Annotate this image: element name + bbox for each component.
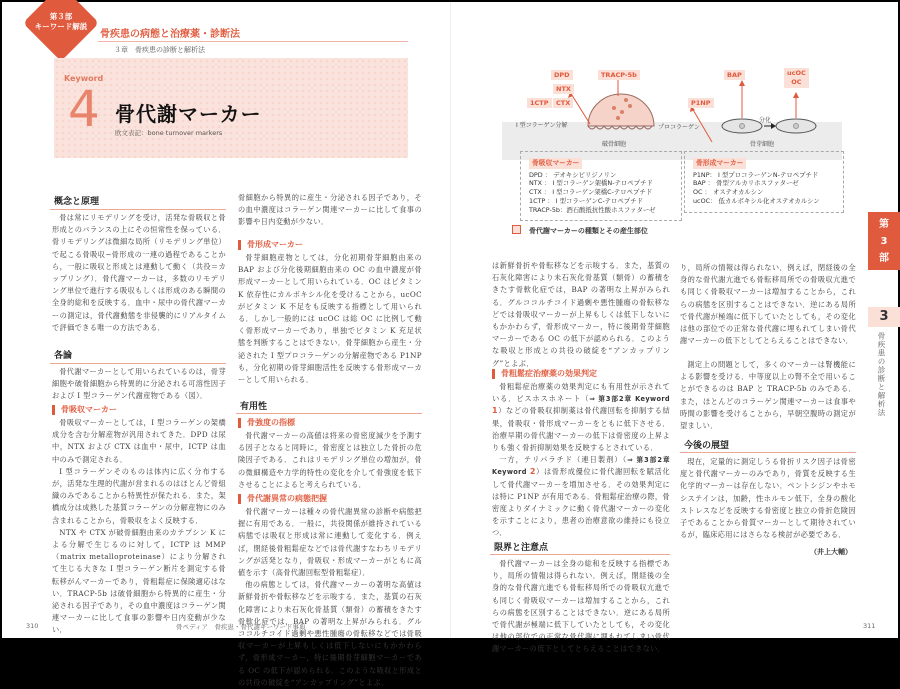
paragraph: 骨は常にリモデリングを受け，活発な骨吸収と骨形成とのバランスの上にその恒常性を保っている．骨リモデリングは微細な局所（リモデリング単位）で起こる骨吸収−骨形成の一連の過程であることから，一般に吸収と形成とは連動して動く（共役＝カップリング）．骨代謝マーカーは，多数のリモデリング単位で進行する吸収もしくは形成のある瞬間の全身的総和を反映する．血中・尿中の骨代謝マーカーの測定は，骨代謝動態を非侵襲的にリアルタイムで評価できる唯一の方法である． — [52, 213, 226, 332]
subheading-pathology: 骨代謝異常の病態把握 — [238, 494, 327, 504]
marker-label-p1np: P1NP — [688, 98, 714, 108]
paragraph: 骨代謝マーカーは全身の総和を反映する指標であり，局所の情報は得られない．例えば，閉経後の全身的な骨代謝亢進でも骨転移局所での骨吸収亢進でも同じく骨吸収マーカーは増加することから，これらの病態を区別することはできない．逆にある局所で骨代謝が極端に低下していたとしても，その変化は他の部位での正常な骨代謝に埋もれてしまい骨代謝マーカーの低下としてとらえることはできない． — [492, 559, 670, 654]
marker-row: CTX ： I 型コラーゲン架橋C-テロペプチド — [529, 188, 653, 197]
part-label-line2: キーワード解説 — [34, 22, 88, 31]
limits-text-col2 — [680, 262, 856, 358]
paragraph: 骨代謝マーカーの高値は将来の骨密度減少を予測する因子となると同時に，骨密度とは独立した骨折の危険因子である．これはリモデリング単位の増加が，骨の微細構造や力学的特性の変化を介して骨強度を低下させることによると考えられている． — [238, 431, 422, 489]
paragraph: 一方，テリパラチド（連日製剤）（⇒ 第3部2章 Keyword 2）は骨形成優位に骨代謝回転を賦活化して骨代謝マーカーを増加させる．その効果判定には特に P1NP が有用である．骨粗鬆症治療の際，骨密度よりダイナミックに動く骨代謝マーカーの変化を示すことにより，患者の治療意欲の維持にも役立つ． — [492, 455, 670, 538]
section-rule — [50, 363, 226, 364]
marker-row: P1NP： I 型プロコラーゲンN-テロペプチド — [693, 170, 819, 179]
section-rule — [490, 554, 670, 555]
section-heading-utility: 有用性 — [238, 399, 267, 412]
formation-marker-box — [684, 151, 844, 213]
formation-box-title: 骨形成マーカー — [693, 158, 746, 169]
header-title: 骨疾患の病態と治療薬・診断法 — [100, 29, 240, 40]
marker-row: BAP ： 骨型アルカリホスファターゼ — [693, 179, 799, 188]
marker-row: NTX ： I 型コラーゲン架橋N-テロペプチド — [529, 179, 653, 188]
paragraph: 骨粗鬆症治療薬の効果判定にも有用性が示されている．ビスホスホネート（⇒ 第3部2章 Keyword 1）などの骨吸収抑制薬は骨代謝回転を抑制する結果，骨吸収・骨形成マーカーをともに低下させる．治療早期の骨代謝マーカーの低下は骨密度の上昇よりも強く骨折抑制効果を反映するとされている． — [492, 382, 670, 453]
paragraph: 骨芽細胞産物としては，分化初期骨芽細胞由来の BAP および分化後期細胞由来の OC の血中濃度が骨形成マーカーとして用いられている．OC はビタミン K 依存性にカルボキシル化を受けることから，ucOC がビタミン K 不足をも反映する指標として用いられる．しかし一般的には ucOC は総 OC に比例して動く骨形成マーカーであり，単独でビタミン K 充足状態を判断することはできない．骨芽細胞から産生・分泌された I 型プロコラーゲンの分解産物である P1NP も，分化初期の骨芽細胞活性を反映する骨形成マーカーとして用いられる． — [238, 253, 422, 385]
paragraph-continuation: り，局所の情報は得られない．例えば，閉経後の全身的な骨代謝亢進でも骨転移局所での骨吸収亢進でも同じく骨吸収マーカーは増加することから，これらの病態を区別することはできない．逆にある局所で骨代謝が極端に低下していたとしても，その変化は他の部位での正常な骨代謝に埋もれてしまい骨代謝マーカーの低下としてとらえることはできない． — [680, 263, 856, 346]
marker-row: OC ： オステオカルシン — [693, 188, 764, 197]
cross-reference-link[interactable]: ⇒ 第3部2章 Keyword 1 — [492, 395, 670, 416]
chapter-tab[interactable]: 3 — [868, 307, 900, 327]
section-rule — [50, 209, 226, 210]
collagen-degradation-label: I 型コラーゲン分解 — [516, 122, 568, 129]
paragraph-continuation: は新鮮骨折や骨転移などを示唆する．また，基質の石灰化障害により未石灰化骨基質（類骨）の蓄積をきたす骨軟化症では，BAP の著明な上昇がみられる．グルココルチコイド過剰や悪性腫瘍の骨転移などでは骨吸収マーカーが上昇もしくは低下しないにもかかわらず，骨形成マーカー，特に後期骨芽細胞マーカーである OC の低下が認められる．このような吸収と形成との共役の破綻を“アンカップリング”とよぶ． — [492, 261, 670, 368]
formation-text — [238, 252, 422, 386]
keyword-english: 欧文表記：bone turnover markers — [115, 129, 223, 137]
subheading-strength: 骨強度の指標 — [238, 418, 295, 428]
keyword-label: Keyword — [64, 74, 104, 83]
marker-row: DPD ： デオキシピリジノリン — [529, 170, 617, 179]
chapter-line: ３章 骨疾患の診断と解析法 — [114, 46, 205, 54]
part-tab[interactable]: 第 3 部 — [868, 212, 900, 270]
paragraph: 骨吸収マーカーとしては，I 型コラーゲンの架橋成分を含む分解産物が汎用されてきた．DPD は尿中，NTX および CTX は血中・尿中，ICTP は血中のみで測定される． — [52, 418, 226, 464]
section-rule — [236, 413, 422, 414]
paragraph: 骨代謝マーカーは種々の骨代謝異常の診断や病態把握に有用である．一般に，共役関係が維持されている病態では吸収と形成は常に連動して変化する．例えば，閉経後骨粗鬆症などでは骨代謝すなわちリモデリングが活発となり，骨吸収・形成マーカーがともに高値を示す（高骨代謝回転型骨粗鬆症）． — [238, 507, 422, 578]
section-heading-limits: 限界と注意点 — [492, 540, 548, 553]
resorption-text-col1 — [52, 417, 226, 635]
marker-label-oc-text: OC — [791, 78, 802, 86]
subheading-treatment: 骨粗鬆症治療薬の効果判定 — [492, 369, 597, 379]
resorption-text-col2 — [238, 192, 422, 229]
paragraph: 測定上の問題として，多くのマーカーは腎機能による影響を受ける．中等度以上の腎不全で用いることができるのは BAP と TRACP-5b のみである．また，ほとんどのコラーゲン関連マーカーは食事や時間の影響を受けることから，早朝空腹時の測定が望ましい． — [680, 360, 856, 431]
differentiation-label: 分化 — [759, 117, 772, 124]
limits-text-col2b — [680, 359, 856, 432]
chapter-tab-title: 骨疾患の診断と解析法 — [877, 332, 886, 417]
marker-label-ntx: NTX — [553, 84, 574, 94]
outlook-text — [680, 456, 856, 541]
part-label — [22, 12, 100, 32]
marker-row: TRACP-5b：酒石酸抵抗性酸ホスファターゼ — [529, 205, 656, 214]
keyword-number: 4 — [68, 80, 100, 138]
paragraph-continuation: 骨細胞から特異的に産生・分泌される因子であり，その血中濃度はコラーゲン関連マーカーに比して食事の影響や日内変動が少ない． — [238, 193, 422, 227]
section-heading-outlook: 今後の展望 — [682, 438, 729, 451]
subheading-resorption: 骨吸収マーカー — [52, 405, 117, 415]
paragraph: 現在，定量的に測定しうる骨折リスク因子は骨密度と骨代謝マーカーのみであり，骨質を反映する生化学的マーカーは存在しない．ペントシジンやホモシステインは，加齢，性ホルモン低下，全身の酸化ストレスなどを反映する骨密度と独立の骨折危険因子であることから骨質マーカーとして期待されているが，臨床応用にはさらなる検討が必要である． — [680, 457, 856, 540]
treatment-text — [492, 381, 670, 540]
paragraph: I 型コラーゲンそのものは体内に広く分布するが，活発な生理的代謝が営まれるのはほとんど骨組織のみであることから特異性が保たれる．また，架橋成分は成熟した基質コラーゲンの分解産物にのみ含まれることから，骨吸収をよく反映する． — [52, 466, 226, 525]
section-heading-concept: 概念と原理 — [52, 194, 99, 207]
footer-book-title: 骨ペディア 骨疾患・骨代謝キーワード事典 — [176, 623, 306, 631]
cross-reference-link[interactable]: ⇒ 第3部2章 Keyword 2 — [492, 456, 670, 477]
marker-label-oc — [784, 68, 809, 88]
marker-row: ucOC： 低カルボキシル化オステオカルシン — [693, 196, 820, 205]
figure-caption-text: 骨代謝マーカーの種類とその産生部位 — [529, 227, 648, 235]
arrow-icon — [570, 92, 590, 124]
part-label-line1: 第３部 — [49, 12, 73, 21]
section-heading-overview: 各論 — [52, 348, 72, 361]
limits-text-col1 — [492, 558, 670, 654]
section-rule — [680, 452, 856, 453]
resorption-marker-box — [520, 151, 682, 221]
resorption-box-title: 骨吸収マーカー — [529, 158, 582, 169]
osteoclast-icon — [588, 94, 654, 126]
page-number-right: 311 — [863, 622, 876, 630]
marker-label-bap: BAP — [724, 70, 745, 80]
subheading-formation: 骨形成マーカー — [238, 240, 303, 250]
overview-text — [52, 366, 226, 403]
marker-row: 1CTP ： I 型コラーゲンC-テロペプチド — [529, 196, 643, 205]
concept-text — [52, 212, 226, 334]
osteoblast-label: 骨芽細胞 — [750, 141, 775, 148]
procollagen-label: プロコラーゲン — [658, 124, 700, 131]
header-rule — [98, 41, 408, 42]
paragraph: NTX や CTX が破骨細胞由来のカテプシン K による分解で生じるのに対して，ICTP は MMP（matrix metalloproteinase）により分解されて生じる大きな I 型コラーゲン断片を測定する骨転移がんマーカーであり，骨粗鬆症に保険適応はない．TRACP-5b は破骨細胞から特異的に産生・分泌される因子であり，その血中濃度はコラーゲン関連マーカーに比して食事の影響や日内変動が少ない． — [52, 527, 226, 635]
figure-caption — [512, 225, 648, 236]
keyword-title: 骨代謝マーカー — [115, 102, 262, 126]
author-name: （井上大輔） — [810, 548, 852, 556]
page-number-left: 310 — [26, 622, 39, 630]
figure-icon — [512, 225, 521, 234]
marker-label-ctx: CTX — [553, 98, 573, 108]
strength-text — [238, 430, 422, 491]
marker-label-dpd: DPD — [551, 70, 573, 80]
paragraph: 他の病態としては，骨代謝マーカーの著明な高値は新鮮骨折や骨転移などを示唆する．また，基質の石灰化障害により未石灰化骨基質（類骨）の蓄積をきたす骨軟化症では，BAP の著明な上昇がみられる．グルココルチコイド過剰や悪性腫瘍の骨転移などでは骨吸収マーカーが上昇もしくは低下しないにもかかわらず，骨形成マーカー，特に後期骨芽細胞マーカーである OC の低下が認められる．このような吸収と形成との共役の破綻を“アンカップリング”とよぶ． — [238, 580, 422, 687]
book-spread — [2, 2, 898, 687]
marker-label-ucoc: ucOC — [787, 69, 806, 77]
pathology-text-col3 — [492, 260, 670, 368]
page-gutter — [450, 2, 451, 638]
marker-label-1ctp: 1CTP — [527, 98, 552, 108]
paragraph: 骨代謝マーカーとして用いられているのは，骨芽細胞や破骨細胞から特異的に分泌される可溶性因子および I 型コラーゲン代謝産物である（図）． — [52, 367, 226, 401]
osteoclast-label: 破骨細胞 — [602, 141, 627, 148]
marker-label-tracp: TRACP-5b — [598, 70, 640, 80]
